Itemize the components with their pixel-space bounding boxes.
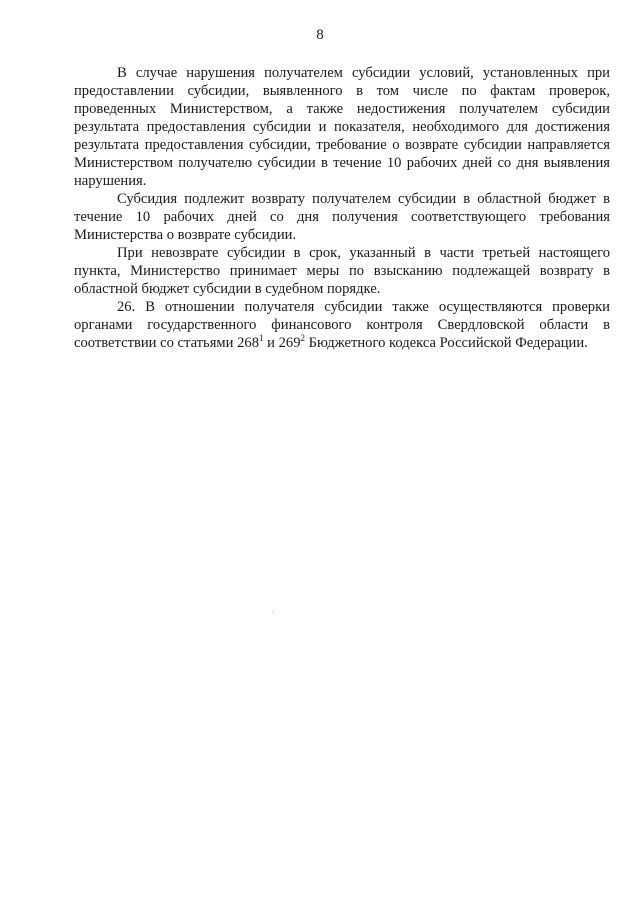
article-269-superscript: 2 xyxy=(300,333,305,344)
page-number: 8 xyxy=(316,27,324,43)
paragraph-violation-refund-requirement: В случае нарушения получателем субсидии условий, установленных при предоставлении субсидии, выявленного в том числе по фактам проверок, проведенных Министерством, а также недостижения получателем субсидии результата предоставления субсидии и показателя, необходимого для достижения результата предоставления субсидии, требование о возврате субсидии направляется Министерством получателю субсидии в течение 10 рабочих дней со дня выявления нарушения. xyxy=(74,65,610,189)
paragraph-item-26-text-start: 26. В отношении получателя субсидии также осуществляются проверки органами государственного финансового контроля Свердловской области в соответствии со статьями 268 xyxy=(74,299,610,351)
article-268-superscript: 1 xyxy=(259,333,264,344)
paragraph-refund-deadline: Субсидия подлежит возврату получателем субсидии в областной бюджет в течение 10 рабочих дней со дня получения соответствующего требования Министерства о возврате субсидии. xyxy=(74,191,610,243)
paragraph-item-26-text-end: Бюджетного кодекса Российской Федерации. xyxy=(305,335,588,351)
paragraph-item-26-text-middle: и 269 xyxy=(263,335,301,351)
document-body xyxy=(74,64,610,352)
paragraph-non-refund-enforcement: При невозврате субсидии в срок, указанный в части третьей настоящего пункта, Министерство принимает меры по взысканию подлежащей возврату в областной бюджет субсидии в судебном порядке. xyxy=(74,245,610,297)
scan-speck xyxy=(272,612,273,613)
paragraph-item-26-inspections xyxy=(74,298,610,352)
